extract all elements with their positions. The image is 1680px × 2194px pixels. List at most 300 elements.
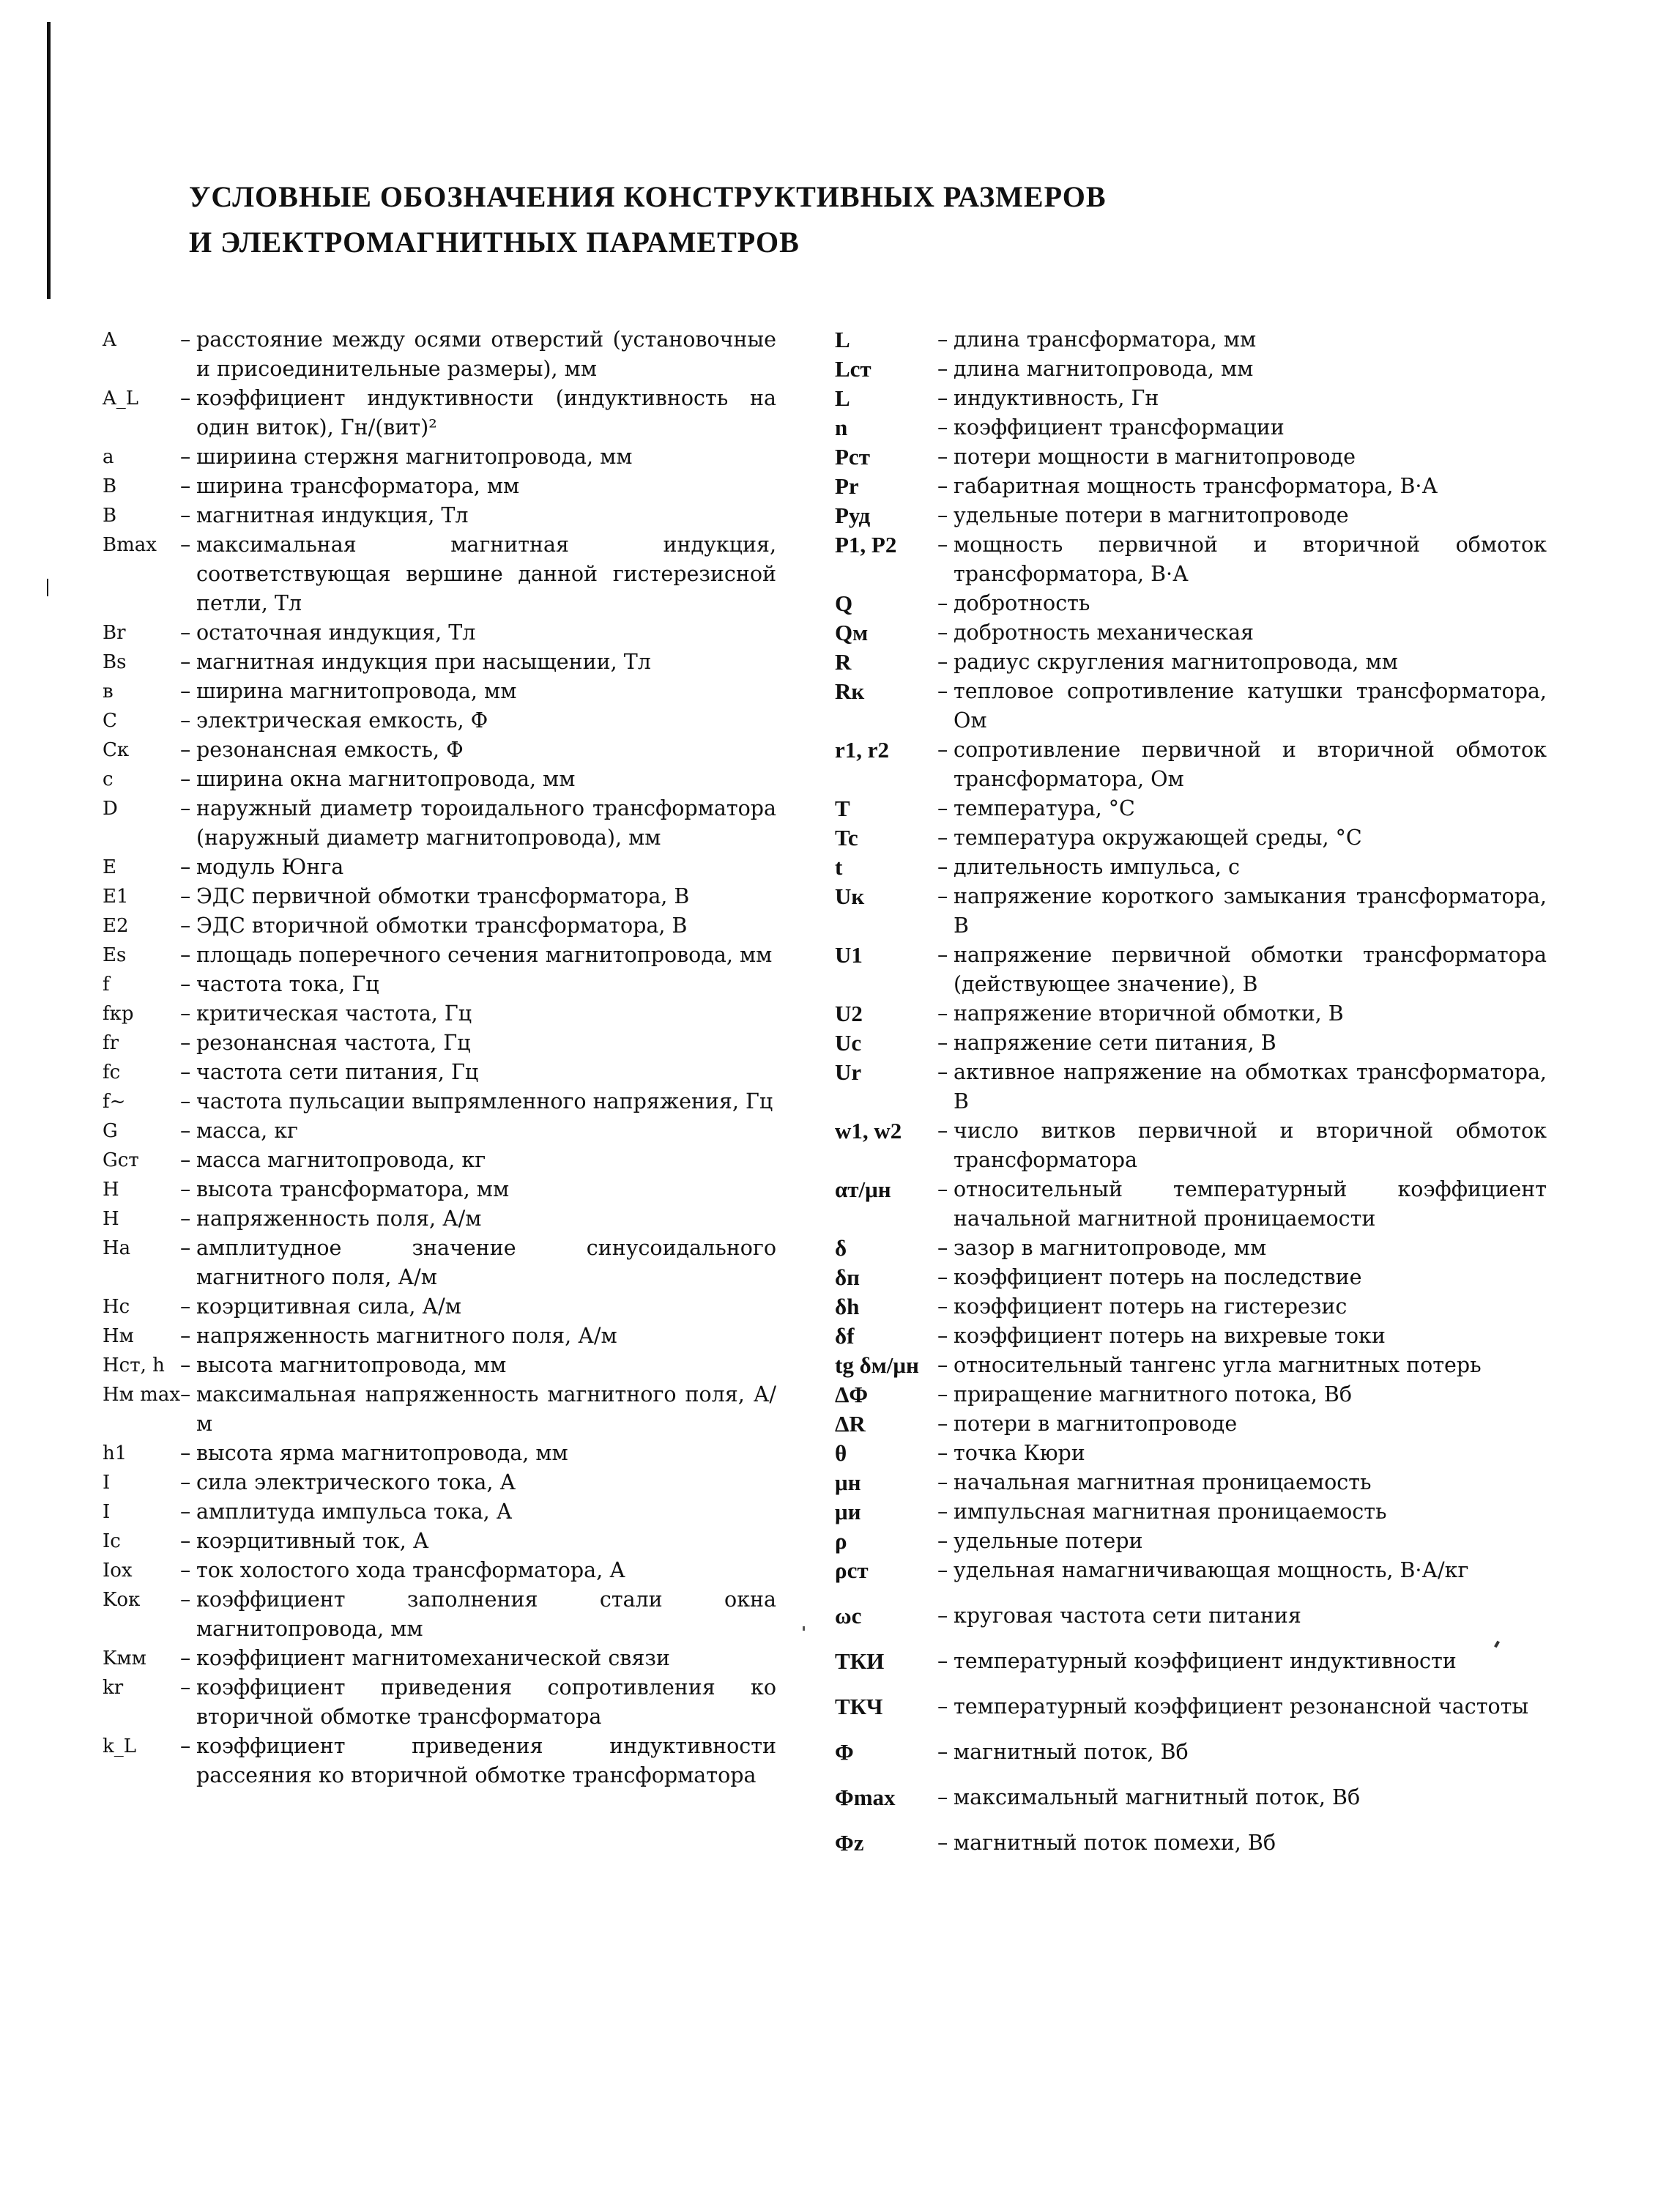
legend-description: ширина окна магнитопровода, мм bbox=[196, 767, 576, 791]
legend-description: напряжение короткого замыкания трансформатора, В bbox=[954, 884, 1547, 938]
legend-symbol: E2 bbox=[103, 915, 129, 937]
legend-dash: – bbox=[937, 1031, 948, 1055]
legend-symbol: δf bbox=[835, 1323, 855, 1349]
legend-symbol: ТКИ bbox=[835, 1648, 885, 1674]
legend-dash: – bbox=[937, 1177, 948, 1201]
legend-description: остаточная индукция, Тл bbox=[196, 620, 476, 645]
legend-symbol: Ha bbox=[103, 1237, 131, 1259]
legend-entry bbox=[835, 1380, 1547, 1409]
legend-entry bbox=[103, 1497, 776, 1527]
legend-description: высота трансформатора, мм bbox=[196, 1177, 510, 1201]
legend-dash: – bbox=[180, 650, 191, 674]
legend-dash: – bbox=[937, 503, 948, 527]
legend-symbol: tg δм/μн bbox=[835, 1352, 919, 1378]
legend-symbol: P1, P2 bbox=[835, 532, 897, 557]
legend-entry bbox=[103, 1673, 776, 1732]
legend-entry bbox=[103, 648, 776, 677]
legend-symbol: k_L bbox=[103, 1735, 137, 1757]
legend-dash: – bbox=[180, 533, 191, 557]
legend-symbol: Bs bbox=[103, 651, 127, 673]
legend-symbol: B bbox=[103, 475, 117, 497]
legend-dash: – bbox=[180, 1441, 191, 1465]
legend-dash: – bbox=[937, 884, 948, 908]
legend-description: точка Кюри bbox=[954, 1441, 1085, 1465]
legend-symbol: Qм bbox=[835, 620, 869, 645]
legend-description: напряженность поля, А/м bbox=[196, 1207, 482, 1231]
legend-symbol: Pуд bbox=[835, 503, 871, 528]
legend-dash: – bbox=[937, 620, 948, 645]
legend-description: добротность механическая bbox=[954, 620, 1255, 645]
legend-description: начальная магнитная проницаемость bbox=[954, 1470, 1372, 1494]
legend-entry bbox=[835, 941, 1547, 999]
legend-description: максимальная магнитная индукция, соответствующая вершине данной гистерезисной петли, Тл bbox=[196, 533, 776, 615]
legend-dash: – bbox=[180, 913, 191, 938]
legend-dash: – bbox=[937, 650, 948, 674]
legend-symbol: Pr bbox=[835, 473, 859, 499]
legend-description: амплитудное значение синусоидального магнитного поля, А/м bbox=[196, 1236, 776, 1289]
legend-description: коэффициент потерь на последствие bbox=[954, 1265, 1362, 1289]
legend-entry bbox=[835, 355, 1547, 384]
legend-symbol: Rк bbox=[835, 678, 865, 704]
legend-symbol: Gст bbox=[103, 1149, 139, 1171]
legend-symbol: Q bbox=[835, 590, 853, 616]
legend-entry bbox=[103, 706, 776, 735]
legend-description: частота сети питания, Гц bbox=[196, 1060, 479, 1084]
legend-description: активное напряжение на обмотках трансформатора, В bbox=[954, 1060, 1547, 1113]
legend-symbol: E bbox=[103, 856, 116, 878]
legend-dash: – bbox=[180, 1236, 191, 1260]
legend-dash: – bbox=[180, 327, 191, 352]
legend-dash: – bbox=[937, 1382, 948, 1407]
legend-dash: – bbox=[937, 1236, 948, 1260]
legend-entry bbox=[835, 735, 1547, 794]
legend-dash: – bbox=[180, 1646, 191, 1670]
legend-description: модуль Юнга bbox=[196, 855, 344, 879]
legend-dash: – bbox=[180, 1148, 191, 1172]
legend-entry bbox=[835, 530, 1547, 589]
legend-dash: – bbox=[180, 1353, 191, 1377]
legend-description: температурный коэффициент резонансной частоты bbox=[954, 1694, 1529, 1719]
legend-dash: – bbox=[937, 1060, 948, 1084]
legend-description: коэффициент заполнения стали окна магнитопровода, мм bbox=[196, 1587, 776, 1641]
legend-entry bbox=[103, 970, 776, 999]
legend-dash: – bbox=[937, 1558, 948, 1582]
legend-entry bbox=[835, 1409, 1547, 1439]
margin-bar-top bbox=[47, 22, 51, 299]
legend-description: ЭДС вторичной обмотки трансформатора, В bbox=[196, 913, 688, 938]
legend-dash: – bbox=[180, 1177, 191, 1201]
legend-description: магнитный поток, Вб bbox=[954, 1740, 1189, 1764]
legend-description: длина трансформатора, мм bbox=[954, 327, 1257, 352]
legend-symbol: Uc bbox=[835, 1030, 862, 1056]
legend-symbol: E1 bbox=[103, 886, 129, 908]
legend-symbol: h1 bbox=[103, 1442, 127, 1464]
legend-description: коэрцитивная сила, А/м bbox=[196, 1294, 461, 1319]
legend-description: максимальный магнитный поток, Вб bbox=[954, 1785, 1361, 1809]
legend-description: сопротивление первичной и вторичной обмоток трансформатора, Ом bbox=[954, 738, 1547, 791]
legend-symbol: Φmax bbox=[835, 1785, 896, 1810]
legend-entry bbox=[835, 1292, 1547, 1322]
legend-symbol: A bbox=[103, 329, 116, 351]
legend-entry bbox=[835, 882, 1547, 941]
legend-dash: – bbox=[937, 445, 948, 469]
legend-symbol: Es bbox=[103, 944, 127, 966]
legend-entry bbox=[103, 1439, 776, 1468]
legend-dash: – bbox=[180, 386, 191, 410]
legend-description: потери в магнитопроводе bbox=[954, 1412, 1238, 1436]
page-title bbox=[189, 174, 1434, 265]
legend-dash: – bbox=[180, 738, 191, 762]
legend-entry bbox=[103, 765, 776, 794]
legend-entry bbox=[103, 911, 776, 941]
legend-dash: – bbox=[180, 1294, 191, 1319]
legend-entry bbox=[103, 1058, 776, 1087]
legend-symbol: Pст bbox=[835, 444, 870, 470]
legend-entry bbox=[103, 384, 776, 442]
legend-entry bbox=[103, 1732, 776, 1790]
legend-symbol: R bbox=[835, 649, 852, 675]
legend-dash: – bbox=[937, 1353, 948, 1377]
legend-description: высота ярма магнитопровода, мм bbox=[196, 1441, 568, 1465]
legend-dash: – bbox=[937, 796, 948, 820]
legend-symbol: H bbox=[103, 1179, 119, 1201]
legend-entry bbox=[835, 1692, 1547, 1722]
legend-dash: – bbox=[180, 679, 191, 703]
legend-entry bbox=[103, 1585, 776, 1644]
legend-description: приращение магнитного потока, Вб bbox=[954, 1382, 1353, 1407]
legend-symbol: в bbox=[103, 681, 114, 703]
legend-symbol: Hc bbox=[103, 1296, 130, 1318]
legend-entry bbox=[103, 794, 776, 853]
legend-entry bbox=[835, 501, 1547, 530]
legend-description: частота тока, Гц bbox=[196, 972, 379, 996]
legend-dash: – bbox=[937, 679, 948, 703]
legend-dash: – bbox=[937, 1001, 948, 1026]
legend-dash: – bbox=[180, 1060, 191, 1084]
legend-entry bbox=[835, 1234, 1547, 1263]
legend-symbol: I bbox=[103, 1472, 111, 1494]
legend-dash: – bbox=[937, 855, 948, 879]
legend-dash: – bbox=[937, 826, 948, 850]
legend-dash: – bbox=[937, 1412, 948, 1436]
legend-dash: – bbox=[937, 1831, 948, 1855]
legend-description: длительность импульса, с bbox=[954, 855, 1240, 879]
legend-entry bbox=[103, 1468, 776, 1497]
legend-entry bbox=[103, 1087, 776, 1116]
legend-symbol: L bbox=[835, 327, 850, 352]
legend-dash: – bbox=[937, 1785, 948, 1809]
legend-description: относительный температурный коэффициент начальной магнитной проницаемости bbox=[954, 1177, 1547, 1231]
legend-symbol: Hм max bbox=[103, 1384, 180, 1406]
legend-symbol: Ur bbox=[835, 1059, 862, 1085]
legend-entry bbox=[835, 589, 1547, 618]
legend-entry bbox=[835, 1029, 1547, 1058]
legend-entry bbox=[835, 1783, 1547, 1812]
legend-dash: – bbox=[937, 943, 948, 967]
legend-entry bbox=[103, 325, 776, 384]
legend-symbol: a bbox=[103, 446, 114, 468]
legend-entry bbox=[835, 1497, 1547, 1527]
legend-description: напряжение вторичной обмотки, В bbox=[954, 1001, 1344, 1026]
legend-dash: – bbox=[937, 1529, 948, 1553]
legend-dash: – bbox=[180, 708, 191, 733]
legend-description: магнитный поток помехи, Вб bbox=[954, 1831, 1276, 1855]
legend-entry bbox=[103, 1527, 776, 1556]
legend-entry bbox=[835, 325, 1547, 355]
legend-dash: – bbox=[937, 1694, 948, 1719]
legend-entry bbox=[103, 677, 776, 706]
legend-symbol: αт/μн bbox=[835, 1176, 891, 1202]
legend-description: относительный тангенс угла магнитных потерь bbox=[954, 1353, 1482, 1377]
legend-symbol: Uк bbox=[835, 883, 865, 909]
legend-description: коэффициент приведения сопротивления ко вторичной обмотке трансформатора bbox=[196, 1675, 776, 1729]
legend-entry bbox=[103, 1146, 776, 1175]
legend-description: резонансная частота, Гц bbox=[196, 1031, 471, 1055]
legend-dash: – bbox=[937, 1500, 948, 1524]
left-column bbox=[103, 325, 776, 1790]
legend-description: длина магнитопровода, мм bbox=[954, 357, 1254, 381]
legend-description: число витков первичной и вторичной обмоток трансформатора bbox=[954, 1119, 1547, 1172]
legend-symbol: δ bbox=[835, 1235, 847, 1261]
legend-description: ток холостого хода трансформатора, А bbox=[196, 1558, 625, 1582]
legend-entry bbox=[103, 999, 776, 1029]
legend-entry bbox=[835, 384, 1547, 413]
legend-symbol: f bbox=[103, 974, 110, 996]
legend-dash: – bbox=[180, 503, 191, 527]
legend-symbol: H bbox=[103, 1208, 119, 1230]
legend-entry bbox=[103, 1351, 776, 1380]
legend-description: коэффициент потерь на вихревые токи bbox=[954, 1324, 1386, 1348]
legend-entry bbox=[835, 823, 1547, 853]
legend-dash: – bbox=[180, 796, 191, 820]
legend-entry bbox=[835, 413, 1547, 442]
legend-description: круговая частота сети питания bbox=[954, 1604, 1301, 1628]
entry-spacer bbox=[835, 1812, 1547, 1828]
legend-entry bbox=[103, 501, 776, 530]
legend-entry bbox=[835, 1601, 1547, 1631]
legend-description: резонансная емкость, Ф bbox=[196, 738, 464, 762]
legend-symbol: Tc bbox=[835, 825, 858, 850]
legend-description: импульсная магнитная проницаемость bbox=[954, 1500, 1387, 1524]
legend-entry bbox=[103, 472, 776, 501]
legend-symbol: ρст bbox=[835, 1557, 869, 1583]
legend-entry bbox=[103, 853, 776, 882]
legend-description: удельная намагничивающая мощность, В·А/кг bbox=[954, 1558, 1469, 1582]
legend-dash: – bbox=[180, 884, 191, 908]
legend-symbol: δп bbox=[835, 1264, 860, 1290]
legend-entry bbox=[835, 1468, 1547, 1497]
legend-symbol: Iox bbox=[103, 1560, 133, 1582]
legend-symbol: ωc bbox=[835, 1603, 862, 1628]
legend-description: магнитная индукция, Тл bbox=[196, 503, 469, 527]
legend-dash: – bbox=[180, 1207, 191, 1231]
legend-dash: – bbox=[180, 445, 191, 469]
legend-symbol: Cк bbox=[103, 739, 130, 761]
legend-entry bbox=[835, 648, 1547, 677]
legend-entry bbox=[835, 999, 1547, 1029]
legend-description: добротность bbox=[954, 591, 1090, 615]
legend-dash: – bbox=[180, 620, 191, 645]
legend-dash: – bbox=[937, 386, 948, 410]
legend-symbol: f~ bbox=[103, 1091, 126, 1113]
legend-symbol: Kок bbox=[103, 1589, 141, 1611]
legend-entry bbox=[103, 941, 776, 970]
legend-symbol: c bbox=[103, 768, 114, 790]
legend-description: высота магнитопровода, мм bbox=[196, 1353, 507, 1377]
legend-dash: – bbox=[180, 943, 191, 967]
legend-dash: – bbox=[180, 972, 191, 996]
legend-symbol: w1, w2 bbox=[835, 1118, 902, 1144]
legend-dash: – bbox=[937, 415, 948, 440]
legend-symbol: kr bbox=[103, 1677, 124, 1699]
legend-entry bbox=[835, 1527, 1547, 1556]
legend-entry bbox=[835, 1647, 1547, 1676]
legend-dash: – bbox=[180, 1500, 191, 1524]
legend-dash: – bbox=[180, 1031, 191, 1055]
legend-dash: – bbox=[180, 1470, 191, 1494]
legend-description: сила электрического тока, А bbox=[196, 1470, 516, 1494]
legend-symbol: ТКЧ bbox=[835, 1694, 883, 1719]
legend-symbol: μн bbox=[835, 1470, 861, 1495]
legend-description: коэффициент приведения индуктивности рассеяния ко вторичной обмотке трансформатора bbox=[196, 1734, 776, 1787]
legend-entry bbox=[835, 1058, 1547, 1116]
legend-symbol: μи bbox=[835, 1499, 861, 1524]
legend-entry bbox=[835, 442, 1547, 472]
legend-dash: – bbox=[180, 855, 191, 879]
legend-description: площадь поперечного сечения магнитопровода, мм bbox=[196, 943, 773, 967]
legend-dash: – bbox=[937, 1294, 948, 1319]
right-column bbox=[835, 325, 1547, 1858]
legend-entry bbox=[835, 1738, 1547, 1767]
legend-description: амплитуда импульса тока, А bbox=[196, 1500, 513, 1524]
legend-symbol: θ bbox=[835, 1440, 847, 1466]
legend-description: коэффициент магнитомеханической связи bbox=[196, 1646, 670, 1670]
legend-entry bbox=[103, 882, 776, 911]
legend-description: наружный диаметр тороидального трансформатора (наружный диаметр магнитопровода), мм bbox=[196, 796, 776, 850]
legend-symbol: δh bbox=[835, 1294, 860, 1319]
legend-entry bbox=[103, 1234, 776, 1292]
legend-entry bbox=[835, 1828, 1547, 1858]
legend-dash: – bbox=[180, 1119, 191, 1143]
scan-mark bbox=[803, 1626, 805, 1631]
legend-description: напряжение сети питания, В bbox=[954, 1031, 1276, 1055]
legend-description: коэффициент трансформации bbox=[954, 415, 1285, 440]
legend-dash: – bbox=[937, 738, 948, 762]
legend-description: критическая частота, Гц bbox=[196, 1001, 472, 1026]
legend-dash: – bbox=[937, 357, 948, 381]
legend-entry bbox=[103, 735, 776, 765]
legend-description: потери мощности в магнитопроводе bbox=[954, 445, 1356, 469]
legend-symbol: Hст, h bbox=[103, 1354, 165, 1376]
legend-symbol: Bmax bbox=[103, 534, 157, 556]
entry-spacer bbox=[835, 1767, 1547, 1783]
legend-dash: – bbox=[937, 533, 948, 557]
legend-description: ширина магнитопровода, мм bbox=[196, 679, 517, 703]
legend-symbol: B bbox=[103, 505, 117, 527]
legend-dash: – bbox=[937, 1649, 948, 1673]
legend-entry bbox=[835, 1351, 1547, 1380]
legend-symbol: Φ bbox=[835, 1739, 854, 1765]
legend-dash: – bbox=[180, 1089, 191, 1113]
legend-entry bbox=[835, 1263, 1547, 1292]
legend-entry bbox=[835, 1175, 1547, 1234]
legend-description: масса, кг bbox=[196, 1119, 298, 1143]
legend-dash: – bbox=[180, 1382, 191, 1407]
legend-dash: – bbox=[180, 474, 191, 498]
legend-description: частота пульсации выпрямленного напряжения, Гц bbox=[196, 1089, 773, 1113]
legend-description: ЭДС первичной обмотки трансформатора, В bbox=[196, 884, 690, 908]
title-line-1: УСЛОВНЫЕ ОБОЗНАЧЕНИЯ КОНСТРУКТИВНЫХ РАЗМЕРОВ bbox=[189, 180, 1107, 213]
legend-symbol: Hм bbox=[103, 1325, 134, 1347]
legend-description: тепловое сопротивление катушки трансформатора, Ом bbox=[954, 679, 1547, 733]
legend-entry bbox=[835, 472, 1547, 501]
entry-spacer bbox=[835, 1722, 1547, 1738]
legend-entry bbox=[103, 1322, 776, 1351]
legend-dash: – bbox=[937, 591, 948, 615]
legend-dash: – bbox=[937, 1265, 948, 1289]
legend-symbol: D bbox=[103, 798, 118, 820]
legend-entry bbox=[103, 1644, 776, 1673]
legend-entry bbox=[835, 1116, 1547, 1175]
legend-description: температура, °C bbox=[954, 796, 1135, 820]
legend-symbol: ΔR bbox=[835, 1411, 866, 1437]
legend-symbol: L bbox=[835, 385, 850, 411]
margin-bar-bottom bbox=[47, 579, 48, 596]
entry-spacer bbox=[835, 1676, 1547, 1692]
entry-spacer bbox=[835, 1631, 1547, 1647]
legend-description: удельные потери bbox=[954, 1529, 1143, 1553]
legend-symbol: T bbox=[835, 796, 850, 821]
legend-description: температурный коэффициент индуктивности bbox=[954, 1649, 1457, 1673]
legend-dash: – bbox=[937, 1324, 948, 1348]
legend-dash: – bbox=[180, 1587, 191, 1612]
legend-dash: – bbox=[180, 1529, 191, 1553]
legend-symbol: Lст bbox=[835, 356, 871, 382]
legend-symbol: U2 bbox=[835, 1001, 863, 1026]
legend-symbol: n bbox=[835, 415, 848, 440]
legend-dash: – bbox=[937, 474, 948, 498]
legend-description: максимальная напряженность магнитного поля, А/м bbox=[196, 1382, 776, 1436]
legend-symbol: A_L bbox=[103, 388, 139, 409]
legend-dash: – bbox=[937, 327, 948, 352]
legend-description: удельные потери в магнитопроводе bbox=[954, 503, 1349, 527]
title-line-2: И ЭЛЕКТРОМАГНИТНЫХ ПАРАМЕТРОВ bbox=[189, 226, 800, 259]
legend-description: электрическая емкость, Ф bbox=[196, 708, 488, 733]
legend-entry bbox=[835, 1439, 1547, 1468]
legend-description: коэффициент индуктивности (индуктивность на один виток), Гн/(вит)² bbox=[196, 386, 776, 440]
legend-description: индуктивность, Гн bbox=[954, 386, 1159, 410]
legend-dash: – bbox=[937, 1441, 948, 1465]
legend-symbol: ρ bbox=[835, 1528, 847, 1554]
legend-entry bbox=[103, 1380, 776, 1439]
legend-dash: – bbox=[180, 767, 191, 791]
legend-description: расстояние между осями отверстий (установочные и присоединительные размеры), мм bbox=[196, 327, 776, 381]
legend-entry bbox=[835, 794, 1547, 823]
legend-entry bbox=[835, 1556, 1547, 1585]
legend-entry bbox=[103, 1556, 776, 1585]
legend-description: напряжение первичной обмотки трансформатора (действующее значение), В bbox=[954, 943, 1547, 996]
legend-entry bbox=[103, 618, 776, 648]
legend-symbol: I bbox=[103, 1501, 111, 1523]
legend-description: напряженность магнитного поля, А/м bbox=[196, 1324, 617, 1348]
legend-entry bbox=[103, 1175, 776, 1204]
legend-entry bbox=[103, 530, 776, 618]
legend-description: ширина трансформатора, мм bbox=[196, 474, 520, 498]
legend-description: шириина стержня магнитопровода, мм bbox=[196, 445, 633, 469]
legend-entry bbox=[103, 1204, 776, 1234]
legend-symbol: t bbox=[835, 854, 843, 880]
legend-dash: – bbox=[180, 1558, 191, 1582]
